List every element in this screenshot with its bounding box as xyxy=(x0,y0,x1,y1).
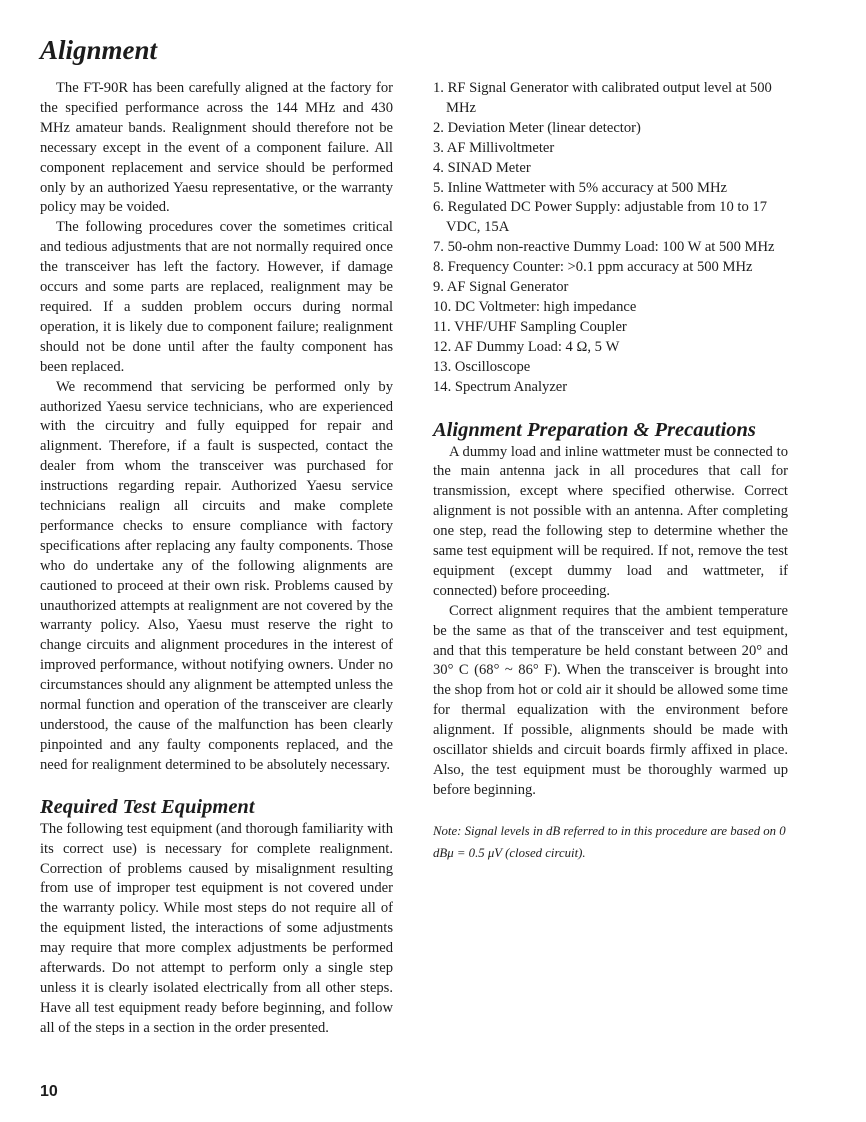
page-number: 10 xyxy=(40,1083,58,1100)
page-title: Alignment xyxy=(40,35,158,65)
left-column xyxy=(40,79,393,1039)
intro-paragraph-2: The following procedures cover the sometimes critical and tedious adjustments that are not normally required once the transceiver has left the factory. However, if damage occurs and some parts are replaced, realignment may be required. If a sudden problem occurs during normal operation, it is likely due to component failure; realignment should not be done until after the faulty component has been replaced. xyxy=(40,219,393,375)
list-item: 7. 50-ohm non-reactive Dummy Load: 100 W at 500 MHz xyxy=(433,239,775,256)
list-item: 8. Frequency Counter: >0.1 ppm accuracy at 500 MHz xyxy=(433,259,753,276)
right-column xyxy=(433,79,788,864)
list-item: 11. VHF/UHF Sampling Coupler xyxy=(433,318,627,335)
list-item: 9. AF Signal Generator xyxy=(433,279,569,296)
intro-paragraph-3: We recommend that servicing be performed only by authorized Yaesu service technicians, who are experienced with the circuitry and fully equipped for repair and alignment. Therefore, if a fault is suspected, contact the dealer from whom the transceiver was purchased for instructions regarding repair. Authorized Yaesu service technicians realign all circuits and make complete performance checks to ensure compliance with factory specifications after replacing any faulty components. Those who do undertake any of the following alignments are cautioned to proceed at their own risk. Problems caused by unauthorized attempts at realignment are not covered by the warranty policy. Also, Yaesu must reserve the right to change circuits and alignment procedures in the interest of improved performance, without notifying owners. Under no circumstances should any alignment be attempted unless the normal function and operation of the transceiver are clearly understood, the cause of the malfunction has been clearly pinpointed and any faulty components replaced, and the need for realignment determined to be absolutely necessary. xyxy=(40,378,393,773)
list-item: 2. Deviation Meter (linear detector) xyxy=(433,119,641,136)
list-item: 13. Oscilloscope xyxy=(433,358,531,375)
list-item: 10. DC Voltmeter: high impedance xyxy=(433,298,637,315)
precautions-paragraph-1: A dummy load and inline wattmeter must be connected to the main antenna jack in all procedures that call for transmission, except where specified otherwise. Correct alignment is not possible with an antenna. After completing one step, read the following step to determine whether the same test equipment will be required. If not, remove the test equipment (except dummy load and wattmeter, if connected) before proceeding. xyxy=(433,443,788,599)
list-item: 6. Regulated DC Power Supply: adjustable from 10 to 17 VDC, 15A xyxy=(433,199,767,236)
list-item: 14. Spectrum Analyzer xyxy=(433,378,568,395)
list-item: 3. AF Millivoltmeter xyxy=(433,139,555,156)
required-test-equipment-paragraph: The following test equipment (and thorough familiarity with its correct use) is necessary for complete realignment. Correction of problems caused by misalignment resulting from use of improper test equipment is not covered under the warranty policy. While most steps do not require all of the equipment listed, the interactions of some adjustments may require that more complex adjustments be performed afterwards. Do not attempt to perform only a single step unless it is clearly isolated electrically from all other steps. Have all test equipment ready before beginning, and follow all of the steps in a section in the order presented. xyxy=(40,820,394,1036)
list-item: 1. RF Signal Generator with calibrated output level at 500 MHz xyxy=(433,80,772,116)
list-item: 12. AF Dummy Load: 4 Ω, 5 W xyxy=(433,338,620,355)
precautions-paragraph-2: Correct alignment requires that the ambient temperature be the same as that of the transceiver and test equipment, and that this temperature be held constant between 20° and 30° C (68° ~ 86° F). When the transceiver is brought into the shop from hot or cold air it should be allowed some time for thermal equalization with the environment before alignment. If possible, alignments should be made with oscillator shields and circuit boards firmly affixed in place. Also, the test equipment must be thoroughly warmed up before beginning. xyxy=(433,602,788,798)
list-item: 5. Inline Wattmeter with 5% accuracy at 500 MHz xyxy=(433,179,727,196)
intro-paragraph-1: The FT-90R has been carefully aligned at the factory for the specified performance across the 144 MHz and 430 MHz amateur bands. Realignment should therefore not be necessary except in the event of a component failure. All component replacement and service should be performed only by an authorized Yaesu representative, or the warranty policy may be voided. xyxy=(40,80,393,216)
list-item: 4. SINAD Meter xyxy=(433,159,531,176)
required-test-equipment-heading: Required Test Equipment xyxy=(40,795,255,818)
equipment-list xyxy=(433,79,788,398)
signal-level-note: Note: Signal levels in dB referred to in this procedure are based on 0 dBμ = 0.5 μV (closed circuit). xyxy=(433,823,786,860)
precautions-heading: Alignment Preparation & Precautions xyxy=(433,418,756,441)
